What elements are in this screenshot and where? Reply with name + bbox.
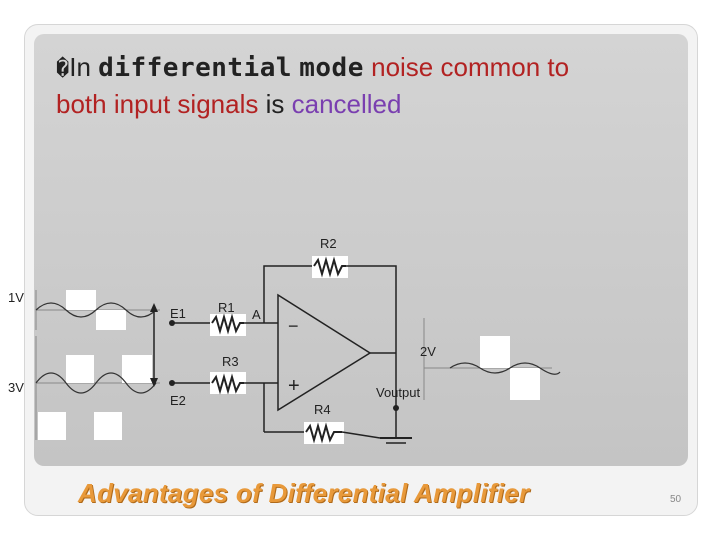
r3-label: R3 xyxy=(222,354,239,369)
heading-word-in: In xyxy=(69,52,91,82)
inverting-input-symbol: − xyxy=(288,316,299,336)
r4-to-ground-wire xyxy=(342,432,380,438)
noninverting-input-symbol: + xyxy=(288,375,300,397)
r4-label: R4 xyxy=(314,402,331,417)
input2-waveform xyxy=(36,336,160,440)
output-voltage-label: 2V xyxy=(420,344,436,359)
e1-label: E1 xyxy=(170,306,186,321)
r1-label: R1 xyxy=(218,300,235,315)
heading-word-cancelled: cancelled xyxy=(291,89,402,119)
r2-label: R2 xyxy=(320,236,337,251)
output-waveform xyxy=(424,318,560,400)
heading-noise-common-to: noise common to xyxy=(371,52,570,82)
e2-label: E2 xyxy=(170,393,186,408)
heading-word-is: is xyxy=(265,89,285,119)
input2-voltage-label: 3V xyxy=(8,380,24,395)
bullet-icon: � xyxy=(56,57,70,82)
heading-word-differential: differential xyxy=(98,53,293,83)
feedback-wire-left xyxy=(264,266,314,323)
heading-word-mode: mode xyxy=(299,53,364,83)
voutput-label: Voutput xyxy=(376,385,421,400)
node-a-label: A xyxy=(252,307,261,322)
feedback-wire-right xyxy=(346,266,396,353)
input1-voltage-label: 1V xyxy=(8,290,24,305)
page-number: 50 xyxy=(670,494,682,505)
input1-waveform xyxy=(36,290,160,330)
heading-both-input-signals: both input signals xyxy=(56,89,259,119)
slide-footer-title: Advantages of Differential Amplifier xyxy=(78,478,530,508)
